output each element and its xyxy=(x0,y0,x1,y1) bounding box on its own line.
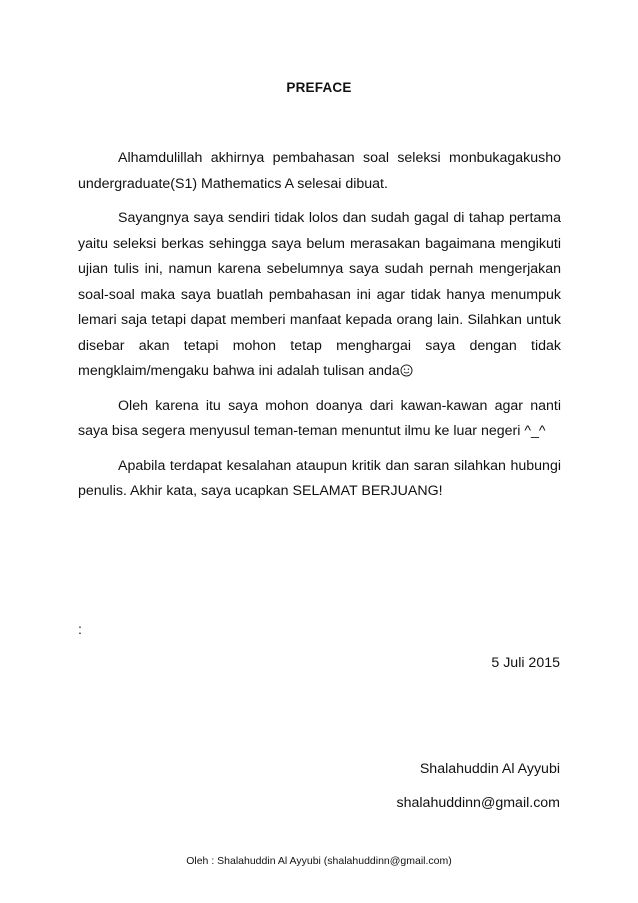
page-footer: Oleh : Shalahuddin Al Ayyubi (shalahuddinn@gmail.com) xyxy=(186,855,452,867)
smiley-icon xyxy=(400,364,413,377)
paragraph-closing xyxy=(78,454,561,505)
paragraph-opening-text: Alhamdulillah akhirnya pembahasan soal seleksi monbukagakusho undergraduate(S1) Mathematics A selesai dibuat. xyxy=(78,150,561,192)
preface-body xyxy=(78,146,561,514)
paragraph-closing-text: Apabila terdapat kesalahan ataupun kritik dan saran silahkan hubungi penulis. Akhir kata, saya ucapkan SELAMAT BERJUANG! xyxy=(78,457,561,499)
paragraph-prayer xyxy=(78,394,561,445)
page-title: PREFACE xyxy=(286,80,352,95)
date-text: 5 Juli 2015 xyxy=(491,655,560,671)
colon-mark: : xyxy=(78,622,82,638)
paragraph-explanation-text: Sayangnya saya sendiri tidak lolos dan sudah gagal di tahap pertama yaitu seleksi berkas sehingga saya belum merasakan bagaimana mengikuti ujian tulis ini, namun karena sebelumnya saya sudah pernah mengerjakan soal-soal maka saya buatlah pembahasan ini agar tidak hanya menumpuk lemari saja tetapi dapat memberi manfaat kepada orang lain. Silahkan untuk disebar akan tetapi mohon tetap menghargai saya dengan tidak mengklaim/mengaku bahwa ini adalah tulisan anda xyxy=(78,210,561,379)
signature-email: shalahuddinn@gmail.com xyxy=(396,795,560,811)
paragraph-opening xyxy=(78,146,561,197)
paragraph-explanation xyxy=(78,206,561,385)
signature-name: Shalahuddin Al Ayyubi xyxy=(419,761,560,777)
paragraph-prayer-text: Oleh karena itu saya mohon doanya dari kawan-kawan agar nanti saya bisa segera menyusul teman-teman menuntut ilmu ke luar negeri ^_^ xyxy=(78,397,561,439)
